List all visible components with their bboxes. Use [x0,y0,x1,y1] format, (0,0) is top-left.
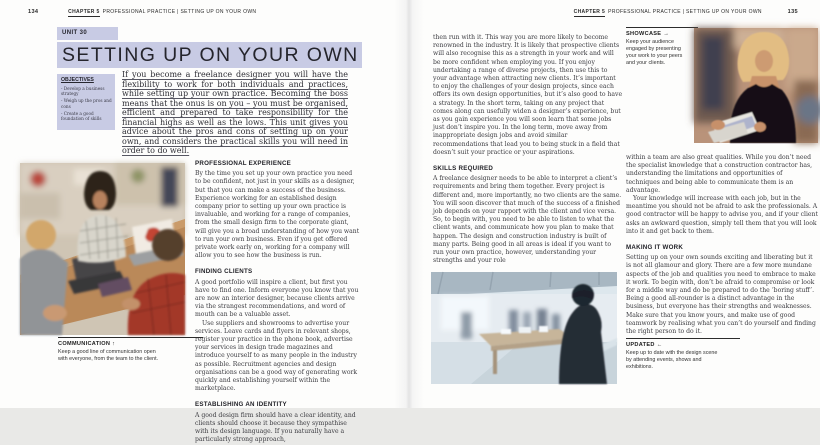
objective-item: - Create a good foundation of skills [61,110,102,121]
caption-text: Keep your audience engaged by presenting your work to your peers and your clients. [626,38,683,66]
caption-text: Keep up to date with the design scene by attending events, shows and exhibitions. [626,349,718,370]
title-band [57,42,362,68]
objectives-title: OBJECTIVES [61,77,94,83]
body-paragraph: A good portfolio will inspire a client, but first you have to find one. Inform everyone you know that you are now an interior designer, because clients arrive via the strangest recommendations, and word of mouth can be a valuable asset. [195,278,359,319]
team-meeting-photo [20,163,185,335]
objective-item: - Develop a business strategy [61,85,105,97]
objectives-box [57,74,115,130]
caption-text: Keep a good line of communication open with everyone, from the team to the client. [58,348,159,362]
section-heading-skills-required: SKILLS REQUIRED [433,165,494,173]
body-paragraph: By the time you set up your own practice you need to be confident, not just in your skills as a designer, but that you can make a success of the business. Experience working for an established design company prior to setting up your own practice is invaluable, and working for a range of companies, from the small design firm to the corporate giant, will give you a broad understanding of how you want to run your own business. Even if you get offered private work early on, working for a company will allow you to see how the business is run. [195,170,360,260]
left-running-title [68,9,256,15]
left-body-column [195,160,360,445]
intro-paragraph: If you become a freelance designer you will have the flexibility to work for both individuals and practices, while setting up your own practice. Becoming the boss means that the onus is on you – you must be organised, efficient and prepared to take responsibility for the financial highs as well as the lows. This unit gives you advice about the pros and cons of setting up on your own, and considers the practical skills you will need in order to do well. [122,70,348,155]
caption-showcase [626,27,698,67]
right-body-column-2 [626,154,818,336]
right-running-head [574,9,798,15]
design-event-photo [694,28,818,143]
right-body-column-1 [433,34,623,265]
caption-title: COMMUNICATION ↑ [58,341,116,347]
body-paragraph: Setting up on your own sounds exciting and liberating but it is not all glamour and glory. There are a few more mundane aspects of the job and qualities you need to embrace to make it work. To begin with, don’t be afraid to compromise or look for a middle way and do be prepared to do the ‘boring stuff’. Being a good all-rounder is a distinct advantage in the business, but everyone has their strengths and weaknesses. Make sure that you know yours, and make use of good teamwork by realising what you can’t do yourself and finding the right person to do it. [626,254,816,336]
caption-title: SHOWCASE → [626,31,670,37]
body-paragraph: Your knowledge will increase with each job, but in the meantime you should not be afraid to ask the professionals. A good contractor will be happy to advise you, and if your client asks an awkward question, simply tell them that you will look into it and get back to them. [626,195,818,235]
left-running-head [28,9,256,15]
body-paragraph: then run with it. This way you are more likely to become renowned in the industry. It is likely that prospective clients will also recognise this as a strength in your work and will be more confident when employing you. If you enjoy undertaking a range of diverse projects, then use this to your advantage when attracting new clients. It’s important to enjoy the challenges of your design projects, since each offers its own design opportunities, but it’s also good to have a strategy. In the short term, taking on any project that comes along can usefully widen a designer’s experience, but as you gain experience you will soon learn that some jobs just don’t inspire you. In the long term, move away from inappropriate design jobs and avoid similar recommendations that lead you to being stuck in a field that doesn’t suit your practice or your aspirations. [433,34,623,156]
chapter-label: CHAPTER 5 [68,9,100,15]
body-paragraph: A good design firm should have a clear identity, and clients should choose it because they sympathise with its design language. If you naturally have a particularly strong approach, [195,411,356,444]
caption-communication [58,337,203,363]
section-heading-making-it-work: MAKING IT WORK [626,244,684,252]
section-heading-establishing-an-identity: ESTABLISHING AN IDENTITY [195,401,287,409]
right-running-title [574,9,762,15]
exhibition-space-photo [431,272,617,384]
chapter-section-label: PROFESSIONAL PRACTICE | SETTING UP ON YOUR OWN [608,9,762,15]
section-heading-finding-clients: FINDING CLIENTS [195,268,253,276]
right-page-number: 135 [787,9,798,15]
objective-item: - Weigh up the pros and cons [61,98,112,109]
body-paragraph: within a team are also great qualities. While you don’t need the specialist knowledge that a construction contractor has, understanding the limitations and opportunities of techniques and being able to communicate them is an advantage. [626,154,813,194]
body-paragraph: A freelance designer needs to be able to interpret a client’s requirements and bring them together. Every project is different and, more importantly, no two clients are the same. You will soon discover that much of the success of a finished job depends on your rapport with the client and vice versa. So, to begin with, you need to be able to listen to what the client wants, and communicate how you plan to make that happen. The design and construction industry is built of many parts. Being good in all areas is ideal if you want to run your own practice, however, understanding your strengths and your role [433,175,622,265]
section-heading-professional-experience: PROFESSIONAL EXPERIENCE [195,160,292,167]
left-page-number: 134 [28,9,39,15]
page-gutter-shadow [394,0,424,408]
chapter-label: CHAPTER 5 [573,9,606,15]
body-paragraph: Use suppliers and showrooms to advertise your services. Leave cards and flyers in relevant shops, register your practice in the phone book, advertise your services in design trade magazines and introduce yourself to as many people in the industry as possible. Recruitment agencies and design organisations can be a good way of generating work quickly and establishing yourself within the marketplace. [195,319,358,393]
caption-title: UPDATED ← [626,342,663,348]
caption-updated [626,338,740,371]
page-title: SETTING UP ON YOUR OWN [62,44,359,66]
chapter-section-label: PROFESSIONAL PRACTICE | SETTING UP ON YOUR OWN [102,9,257,15]
unit-label: UNIT 30 [57,27,118,40]
